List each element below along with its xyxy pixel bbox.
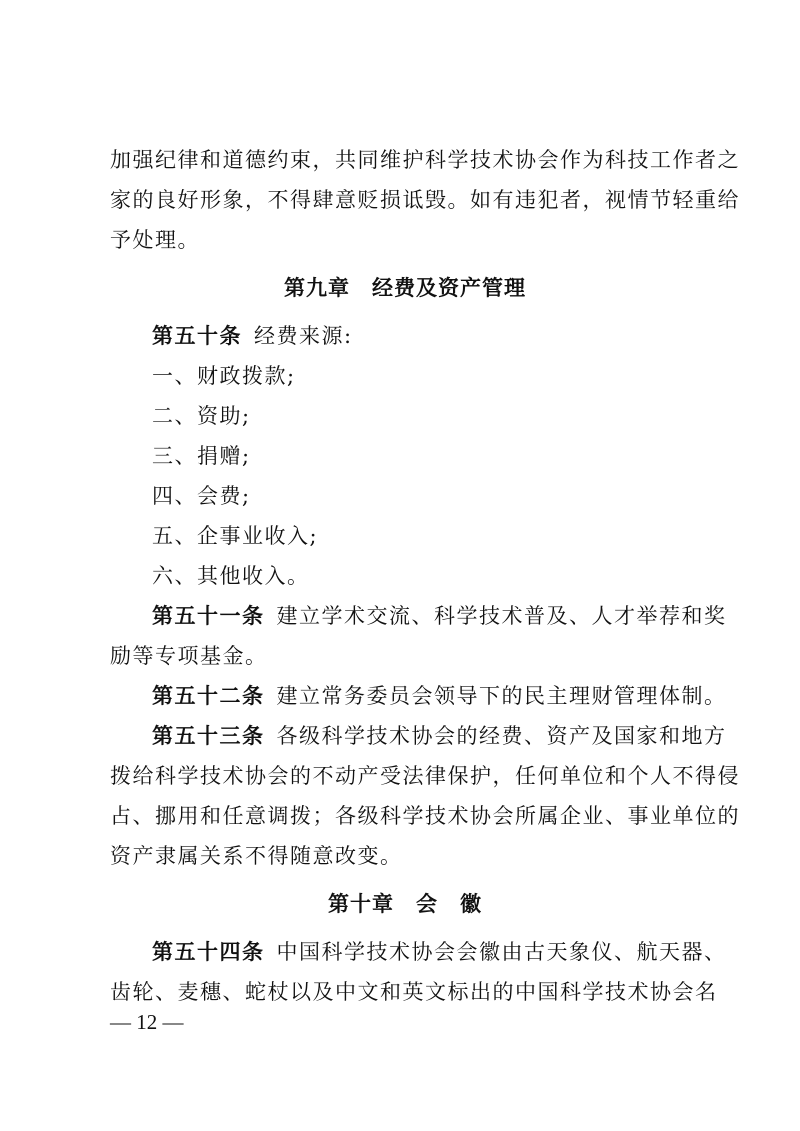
- intro-line-1: 加强纪律和道德约束，共同维护科学技术协会作为科技工作者之: [110, 148, 740, 172]
- article-50-item-4: 四、会费;: [152, 484, 251, 508]
- chapter-10-title: 会 徽: [416, 892, 482, 916]
- article-52-text-1: 建立常务委员会领导下的民主理财管理体制。: [276, 684, 727, 708]
- article-51: [110, 596, 727, 636]
- chapter-9-heading: [110, 260, 700, 316]
- article-50-item-6: 六、其他收入。: [152, 564, 310, 588]
- chapter-10-number: 第十章: [328, 892, 394, 916]
- article-50-item-5: 五、企事业收入;: [152, 524, 319, 548]
- article-51-label: 第五十一条: [152, 604, 265, 628]
- article-54-text-1: 中国科学技术协会会徽由古天象仪、航天器、: [276, 940, 727, 964]
- document-page: [110, 140, 740, 1012]
- chapter-9-title: 经费及资产管理: [372, 276, 526, 300]
- article-53: [110, 716, 727, 756]
- article-53-label: 第五十三条: [152, 724, 265, 748]
- article-52: [110, 676, 727, 716]
- chapter-10-heading: [110, 876, 700, 932]
- article-53-text-2: 拨给科学技术协会的不动产受法律保护，任何单位和个人不得侵: [110, 764, 740, 788]
- article-52-label: 第五十二条: [152, 684, 265, 708]
- article-51-text-1: 建立学术交流、科学技术普及、人才举荐和奖: [276, 604, 727, 628]
- article-51-text-2: 励等专项基金。: [110, 644, 268, 668]
- article-53-text-4: 资产隶属关系不得随意改变。: [110, 844, 403, 868]
- intro-line-3: 予处理。: [110, 228, 200, 252]
- article-50: [110, 316, 700, 356]
- article-54: [110, 932, 727, 972]
- intro-line-2: 家的良好形象，不得肆意贬损诋毁。如有违犯者，视情节轻重给: [110, 188, 740, 212]
- article-53-text-1: 各级科学技术协会的经费、资产及国家和地方: [276, 724, 727, 748]
- article-50-text: 经费来源:: [254, 324, 353, 348]
- article-50-item-1: 一、财政拨款;: [152, 364, 296, 388]
- article-50-label: 第五十条: [152, 324, 242, 348]
- article-54-label: 第五十四条: [152, 940, 265, 964]
- article-50-item-3: 三、捐赠;: [152, 444, 251, 468]
- page-number: — 12 —: [110, 1010, 184, 1034]
- article-53-text-3: 占、挪用和任意调拨；各级科学技术协会所属企业、事业单位的: [110, 804, 740, 828]
- article-50-item-2: 二、资助;: [152, 404, 251, 428]
- article-54-text-2: 齿轮、麦穗、蛇杖以及中文和英文标出的中国科学技术协会名: [110, 980, 718, 1004]
- chapter-9-number: 第九章: [284, 276, 350, 300]
